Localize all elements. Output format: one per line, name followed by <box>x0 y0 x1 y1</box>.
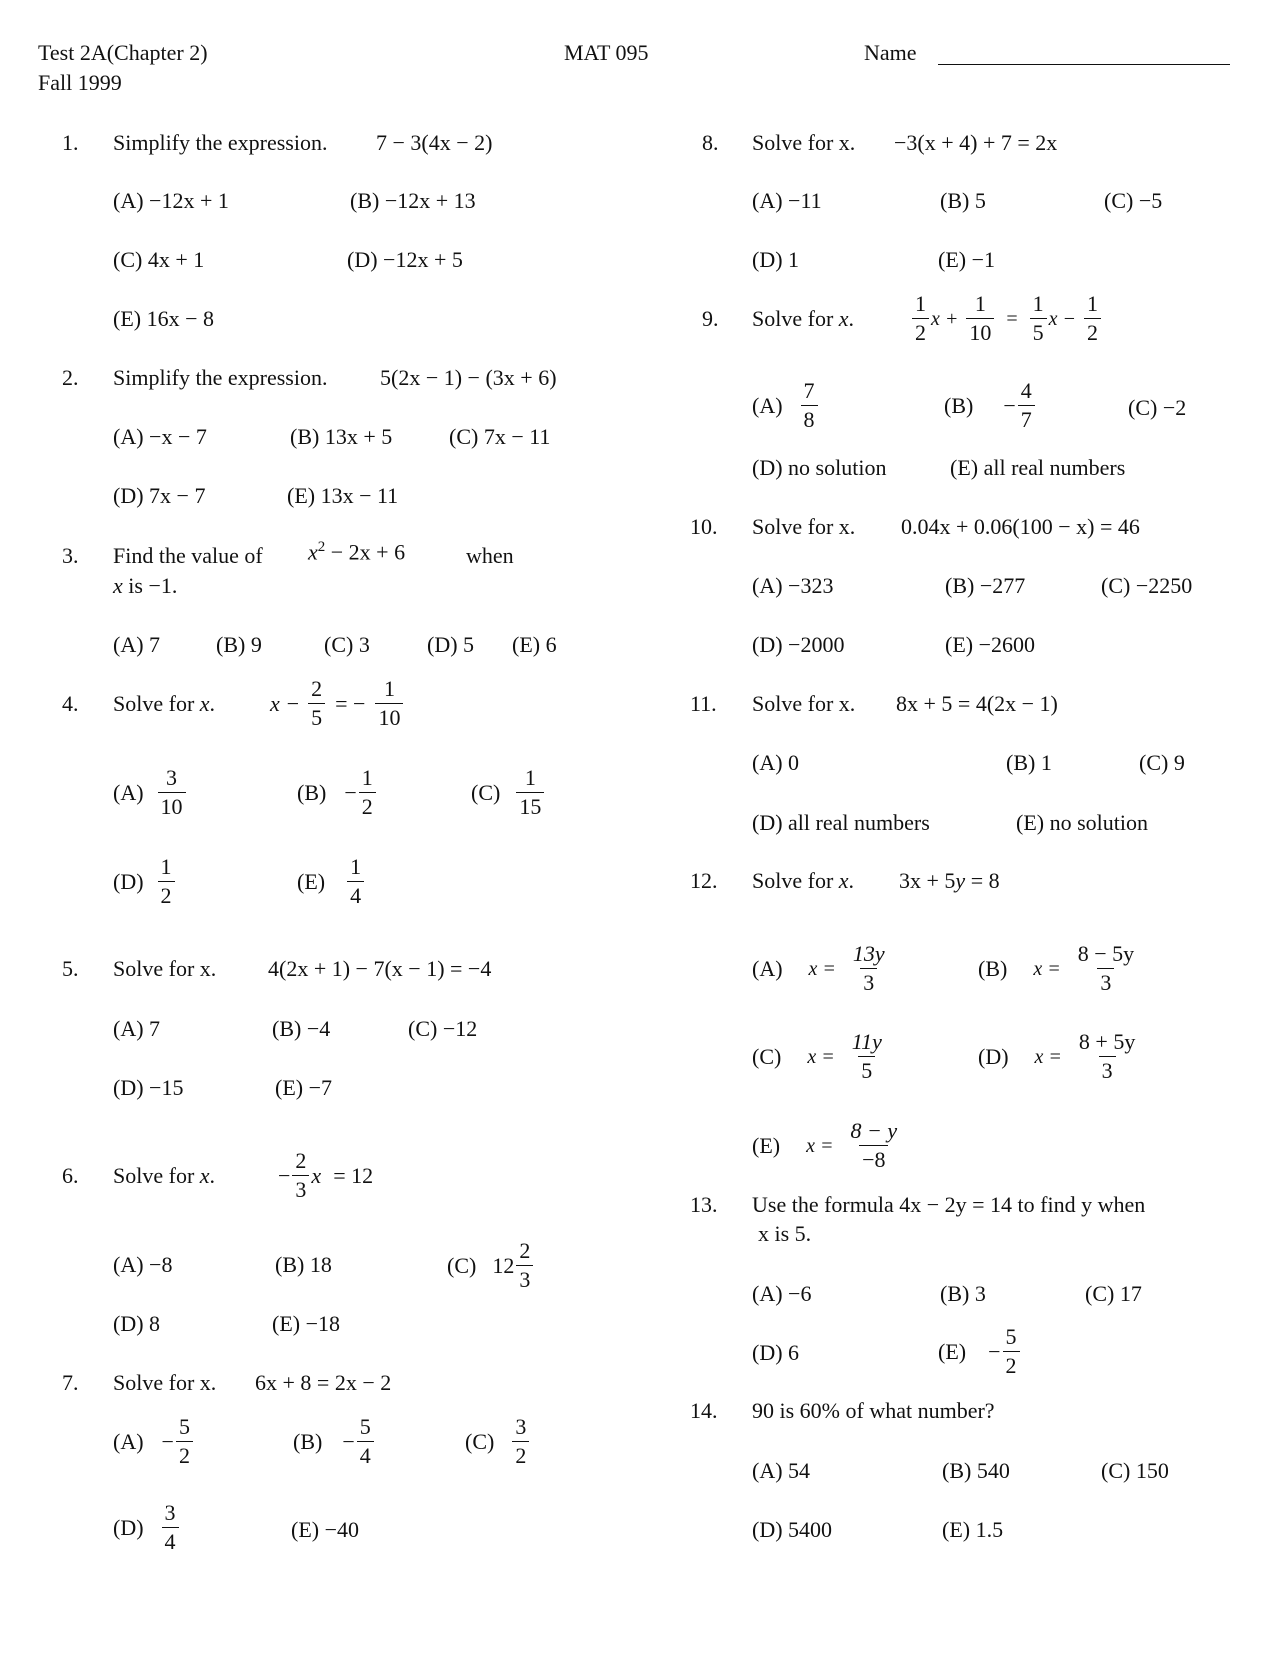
q8-option-b[interactable]: (B) 5 <box>940 188 986 213</box>
q6-prompt: Solve for x. <box>113 1163 216 1188</box>
name-line[interactable] <box>938 64 1230 65</box>
q8-option-e[interactable]: (E) −1 <box>938 247 995 272</box>
q12-option-e[interactable]: (E) x = $\frac{8 - y}{-8}$ <box>752 1118 898 1172</box>
q1-prompt: Simplify the expression. <box>113 130 328 155</box>
q7-option-a[interactable]: (A) − $\frac{5}{2}$ <box>113 1416 195 1467</box>
q8-option-a[interactable]: (A) −11 <box>752 188 822 213</box>
q5-option-c[interactable]: (C) −12 <box>408 1016 478 1041</box>
q2-prompt: Simplify the expression. <box>113 365 328 390</box>
q4-option-a[interactable]: (A) $\frac{3}{10}$ <box>113 767 188 818</box>
q3-line2 <box>113 575 177 597</box>
q5-option-e[interactable]: (E) −7 <box>275 1075 332 1100</box>
q5-option-a[interactable]: (A) 7 <box>113 1016 161 1041</box>
q6-option-d[interactable]: (D) 8 <box>113 1311 161 1336</box>
q13-number: 13. <box>690 1192 718 1217</box>
q4-eq-lhs: x − <box>270 690 301 716</box>
q5-expression: 4(2x + 1) − 7(x − 1) = −4 <box>268 956 492 981</box>
q2-option-c[interactable]: (C) 7x − 11 <box>449 424 551 449</box>
q14-option-e[interactable]: (E) 1.5 <box>942 1517 1004 1542</box>
q4-number: 4. <box>62 691 79 716</box>
q2-expression: 5(2x − 1) − (3x + 6) <box>380 365 557 390</box>
q13-option-e[interactable]: (E) − $\frac{5}{2}$ <box>938 1326 1022 1377</box>
q12-option-b[interactable]: (B) x = $\frac{8 - 5y}{3}$ <box>978 941 1135 995</box>
q12-prompt: Solve for x. <box>752 868 855 893</box>
q5-option-b[interactable]: (B) −4 <box>272 1016 331 1041</box>
q2-option-e[interactable]: (E) 13x − 11 <box>287 483 399 508</box>
q11-option-c[interactable]: (C) 9 <box>1139 750 1185 775</box>
q1-option-a[interactable]: (A) −12x + 1 <box>113 188 229 213</box>
q13-option-a[interactable]: (A) −6 <box>752 1281 812 1306</box>
q6-option-c[interactable]: (C) 12 $\frac{2}{3}$ <box>447 1240 535 1291</box>
q10-prompt: Solve for x. <box>752 514 856 539</box>
q13-prompt: Use the formula 4x − 2y = 14 to find y when <box>752 1192 1146 1217</box>
q3-expression <box>308 540 405 563</box>
q7-option-e[interactable]: (E) −40 <box>291 1517 359 1542</box>
q13-option-c[interactable]: (C) 17 <box>1085 1281 1142 1306</box>
q5-option-d[interactable]: (D) −15 <box>113 1075 184 1100</box>
q5-prompt: Solve for x. <box>113 956 217 981</box>
q3-option-a[interactable]: (A) 7 <box>113 632 161 657</box>
q4-eq-frac1: $\frac{2}{5}$ <box>308 678 325 729</box>
q8-expression: −3(x + 4) + 7 = 2x <box>894 130 1058 155</box>
q7-option-b[interactable]: (B) − $\frac{5}{4}$ <box>293 1416 376 1467</box>
q13-line2: x is 5. <box>758 1221 812 1246</box>
q12-expression: 3x + 5y = 8 <box>899 868 1000 893</box>
q10-option-a[interactable]: (A) −323 <box>752 573 834 598</box>
term: Fall 1999 <box>38 70 122 95</box>
q7-prompt: Solve for x. <box>113 1370 217 1395</box>
q4-equation <box>270 678 405 729</box>
q7-number: 7. <box>62 1370 79 1395</box>
q4-option-e[interactable]: (E) $\frac{1}{4}$ <box>297 856 366 907</box>
q8-option-d[interactable]: (D) 1 <box>752 247 800 272</box>
q3-expr-rest: − 2x + 6 <box>330 539 406 565</box>
q3-option-e[interactable]: (E) 6 <box>512 632 557 657</box>
q7-option-c[interactable]: (C) $\frac{3}{2}$ <box>465 1416 531 1467</box>
q1-option-c[interactable]: (C) 4x + 1 <box>113 247 205 272</box>
q9-prompt: Solve for x. <box>752 306 855 331</box>
q11-expression: 8x + 5 = 4(2x − 1) <box>896 691 1058 716</box>
q14-prompt: 90 is 60% of what number? <box>752 1398 995 1423</box>
q4-prompt: Solve for x. <box>113 691 216 716</box>
q7-option-d[interactable]: (D) $\frac{3}{4}$ <box>113 1502 181 1553</box>
q4-option-b[interactable]: (B) − $\frac{1}{2}$ <box>297 767 378 818</box>
q1-option-b[interactable]: (B) −12x + 13 <box>350 188 476 213</box>
q4-prompt-var: x <box>199 691 210 716</box>
q2-option-d[interactable]: (D) 7x − 7 <box>113 483 206 508</box>
q11-option-e[interactable]: (E) no solution <box>1016 810 1148 835</box>
q8-number: 8. <box>702 130 719 155</box>
q11-number: 11. <box>690 691 717 716</box>
q4-prompt-text: Solve for <box>113 691 195 716</box>
q10-number: 10. <box>690 514 718 539</box>
q9-option-e[interactable]: (E) all real numbers <box>950 455 1126 480</box>
q10-expression: 0.04x + 0.06(100 − x) = 46 <box>901 514 1140 539</box>
q6-equation: − $\frac{2}{3}$ x = 12 <box>278 1148 374 1202</box>
q6-number: 6. <box>62 1163 79 1188</box>
q4-eq-mid: = − <box>335 690 366 716</box>
q3-line2-var: x <box>113 573 123 598</box>
q14-option-c[interactable]: (C) 150 <box>1101 1458 1169 1483</box>
q8-prompt: Solve for x. <box>752 130 856 155</box>
q2-option-b[interactable]: (B) 13x + 5 <box>290 424 393 449</box>
q9-equation: $\frac{1}{2}$ x + $\frac{1}{10}$ = $\frac{1}{5}$ x − $\frac{1}{2}$ <box>910 293 1103 344</box>
q13-option-b[interactable]: (B) 3 <box>940 1281 986 1306</box>
course-code: MAT 095 <box>564 40 649 65</box>
q3-option-b[interactable]: (B) 9 <box>216 632 262 657</box>
q6-option-b[interactable]: (B) 18 <box>275 1252 332 1277</box>
q11-option-b[interactable]: (B) 1 <box>1006 750 1052 775</box>
q1-option-e[interactable]: (E) 16x − 8 <box>113 306 214 331</box>
q10-option-b[interactable]: (B) −277 <box>945 573 1026 598</box>
q12-option-a[interactable]: (A) x = $\frac{13y}{3}$ <box>752 941 885 995</box>
q3-expr-exponent: 2 <box>317 539 326 555</box>
q14-option-a[interactable]: (A) 54 <box>752 1458 811 1483</box>
q9-option-a[interactable]: (A) $\frac{7}{8}$ <box>752 380 820 431</box>
q14-option-d[interactable]: (D) 5400 <box>752 1517 833 1542</box>
q9-option-d[interactable]: (D) no solution <box>752 455 887 480</box>
q12-option-d[interactable]: (D) x = $\frac{8 + 5y}{3}$ <box>978 1029 1136 1083</box>
q9-number: 9. <box>702 306 719 331</box>
test-title: Test 2A(Chapter 2) <box>38 40 208 65</box>
q1-number: 1. <box>62 130 79 155</box>
q7-expression: 6x + 8 = 2x − 2 <box>255 1370 392 1395</box>
q2-option-a[interactable]: (A) −x − 7 <box>113 424 207 449</box>
q10-option-d[interactable]: (D) −2000 <box>752 632 845 657</box>
q14-option-b[interactable]: (B) 540 <box>942 1458 1010 1483</box>
q10-option-c[interactable]: (C) −2250 <box>1101 573 1193 598</box>
q4-option-d[interactable]: (D) $\frac{1}{2}$ <box>113 856 177 907</box>
q11-option-a[interactable]: (A) 0 <box>752 750 800 775</box>
q8-option-c[interactable]: (C) −5 <box>1104 188 1163 213</box>
q3-line2-rest: is −1. <box>128 573 178 598</box>
q1-expression: 7 − 3(4x − 2) <box>376 130 493 155</box>
q3-number: 3. <box>62 543 79 568</box>
q10-option-e[interactable]: (E) −2600 <box>945 632 1035 657</box>
q12-number: 12. <box>690 868 718 893</box>
q9-option-b[interactable]: (B) − $\frac{4}{7}$ <box>944 380 1037 431</box>
q6-option-a[interactable]: (A) −8 <box>113 1252 173 1277</box>
q11-option-d[interactable]: (D) all real numbers <box>752 810 930 835</box>
q4-eq-frac2: $\frac{1}{10}$ <box>375 678 403 729</box>
q11-prompt: Solve for x. <box>752 691 856 716</box>
q3-when: when <box>466 543 514 568</box>
q4-option-c[interactable]: (C) $\frac{1}{15}$ <box>471 767 546 818</box>
q1-option-d[interactable]: (D) −12x + 5 <box>347 247 463 272</box>
q9-option-c[interactable]: (C) −2 <box>1128 395 1187 420</box>
q6-option-e[interactable]: (E) −18 <box>272 1311 340 1336</box>
name-label: Name <box>864 40 917 65</box>
q14-number: 14. <box>690 1398 718 1423</box>
q3-option-c[interactable]: (C) 3 <box>324 632 370 657</box>
q3-option-d[interactable]: (D) 5 <box>427 632 475 657</box>
q5-number: 5. <box>62 956 79 981</box>
q2-number: 2. <box>62 365 79 390</box>
q12-option-c[interactable]: (C) x = $\frac{11y}{5}$ <box>752 1029 882 1083</box>
q3-prompt: Find the value of <box>113 543 263 568</box>
q3-expr-base: x <box>308 539 318 565</box>
q13-option-d[interactable]: (D) 6 <box>752 1340 800 1365</box>
